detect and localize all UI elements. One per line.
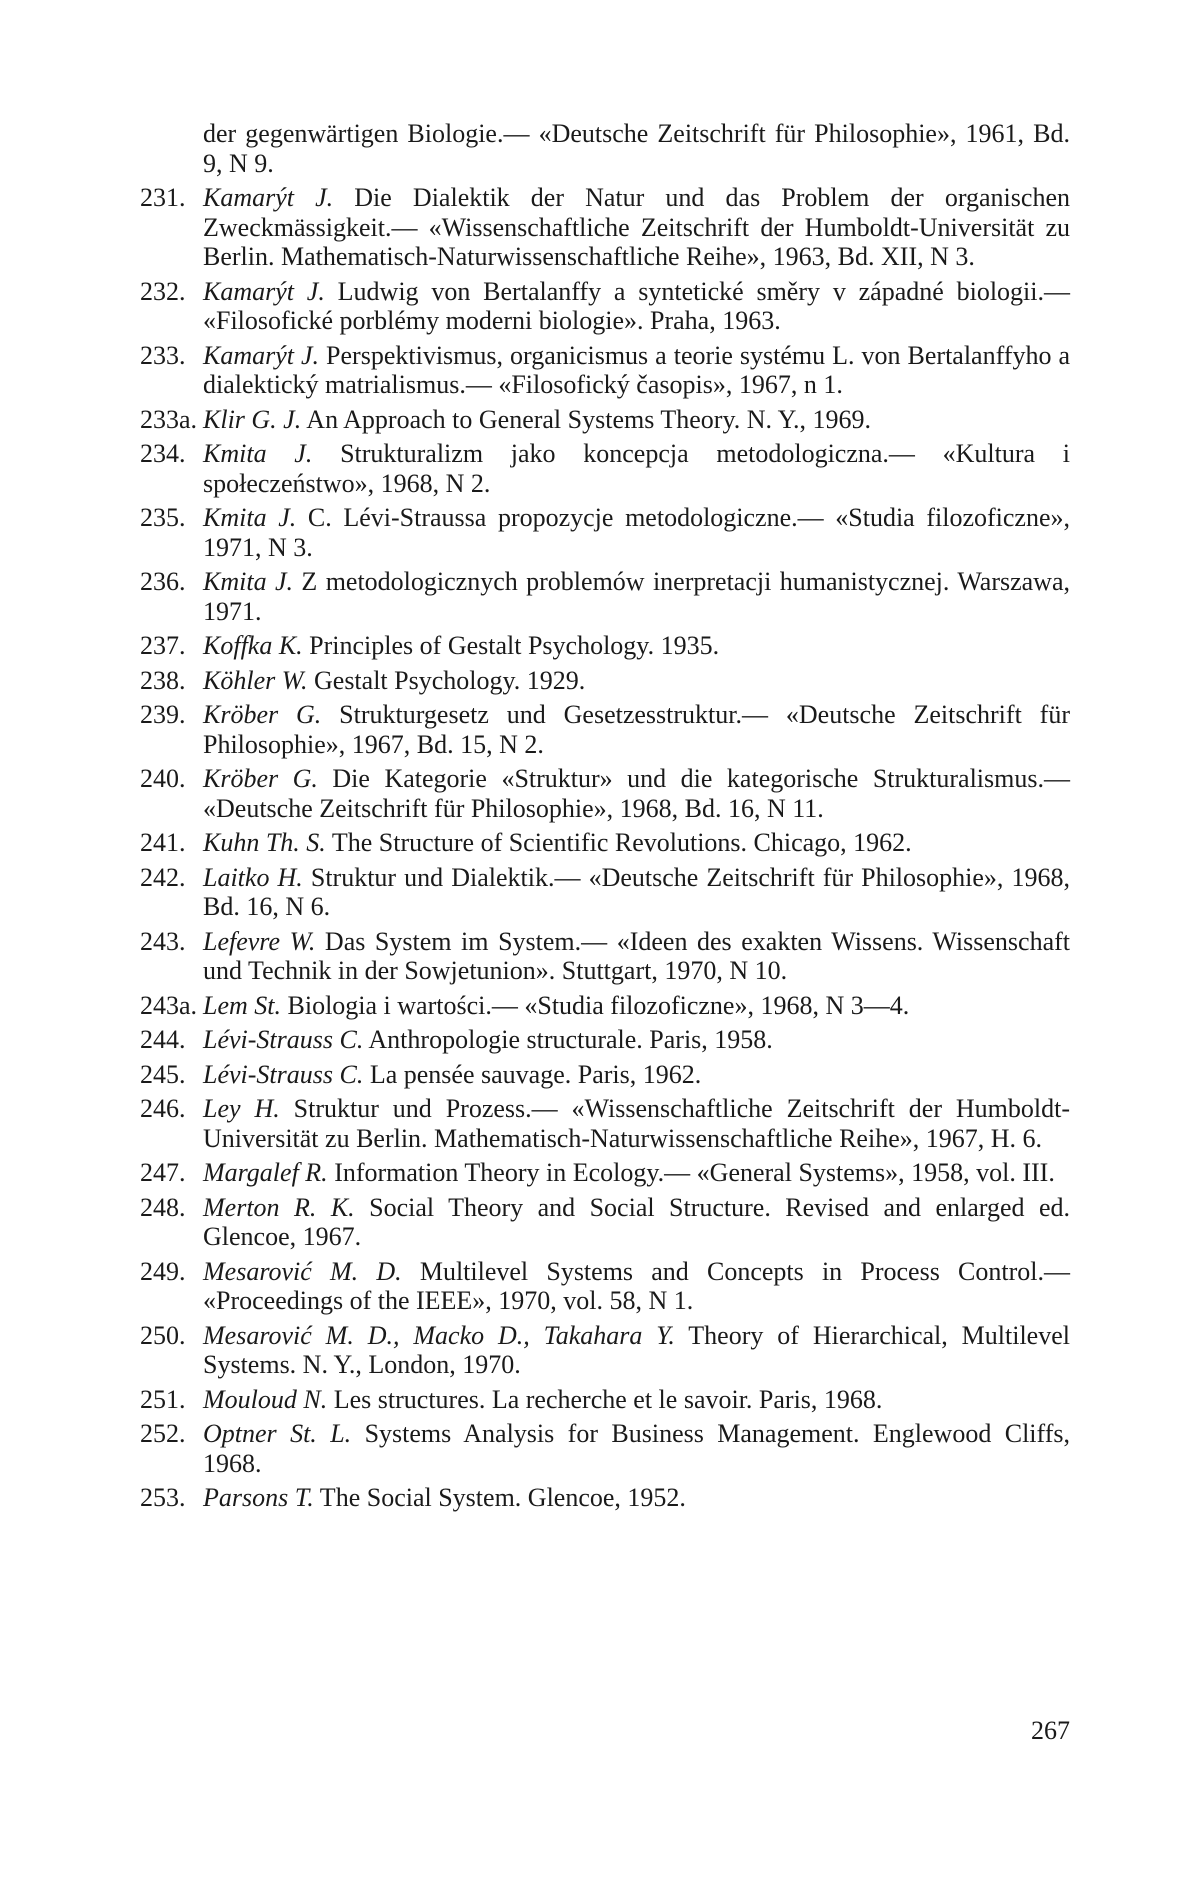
entry-number: 243.	[140, 926, 186, 956]
entry-text: The Structure of Scientific Revolutions. Chicago, 1962.	[325, 828, 912, 857]
bibliography-entry	[140, 1257, 1070, 1316]
entry-author: Kröber G.	[203, 700, 322, 729]
entry-number: 239.	[140, 700, 186, 729]
entry-number: 235.	[140, 503, 186, 532]
bibliography-entry	[140, 1060, 1070, 1090]
entry-number: 236.	[140, 567, 186, 596]
entry-text: Les structures. La recherche et le savoir. Paris, 1968.	[327, 1384, 883, 1414]
entry-text: Biologia i wartości.— «Studia filozoficzne», 1968, N 3—4.	[281, 990, 910, 1020]
entry-text: Theory of Hierarchical, Multilevel Systems. N. Y., London, 1970.	[203, 1320, 1070, 1379]
bibliography-entry	[140, 1094, 1070, 1153]
bibliography-list	[140, 119, 1070, 1518]
entry-number: 233a.	[140, 404, 198, 434]
entry-number: 242.	[140, 862, 186, 892]
entry-author: Lem St.	[203, 990, 281, 1020]
entry-number: 252.	[140, 1419, 186, 1448]
entry-number: 250.	[140, 1320, 186, 1350]
entry-number: 251.	[140, 1384, 186, 1414]
entry-author: Köhler W.	[203, 665, 308, 695]
bibliography-entry	[140, 991, 1070, 1021]
entry-author: Lévi-Strauss C.	[203, 1025, 364, 1054]
bibliography-entry	[140, 700, 1070, 759]
bibliography-entry	[140, 119, 1070, 178]
entry-number: 237.	[140, 631, 186, 660]
entry-author: Koffka K.	[203, 631, 303, 660]
bibliography-entry	[140, 183, 1070, 272]
entry-text: Struktur und Dialektik.— «Deutsche Zeitschrift für Philosophie», 1968, Bd. 16, N 6.	[203, 862, 1070, 921]
entry-text: An Approach to General Systems Theory. N. Y., 1969.	[301, 404, 871, 434]
entry-author: Lévi-Strauss C.	[203, 1059, 364, 1089]
bibliography-entry	[140, 828, 1070, 858]
entry-number: 241.	[140, 828, 186, 857]
entry-text: Perspektivismus, organicismus a teorie systému L. von Bertalanffyho a dialektický matrialismus.— «Filosofický časopis», 1967, n 1.	[203, 340, 1070, 399]
entry-number: 238.	[140, 665, 186, 695]
entry-author: Kmita J.	[203, 439, 313, 468]
entry-text: Die Dialektik der Natur und das Problem der organischen Zweckmässigkeit.— «Wissenschaftliche Zeitschrift der Humboldt-Universität zu Berlin. Mathematisch-Naturwissenschaftliche Reihe», 1963, Bd. XII, N 3.	[203, 183, 1070, 271]
bibliography-entry	[140, 405, 1070, 435]
entry-text: Ludwig von Bertalanffy a syntetické směry v západné biologii.— «Filosofické porblémy moderni biologie». Praha, 1963.	[203, 276, 1070, 335]
entry-number: 234.	[140, 439, 186, 468]
entry-number: 253.	[140, 1483, 186, 1512]
entry-text: Information Theory in Ecology.— «General Systems», 1958, vol. III.	[327, 1158, 1055, 1187]
entry-author: Kuhn Th. S.	[203, 828, 326, 857]
entry-author: Laitko H.	[203, 862, 303, 892]
bibliography-entry	[140, 863, 1070, 922]
bibliography-entry	[140, 1025, 1070, 1055]
entry-author: Kröber G.	[203, 764, 318, 793]
bibliography-entry	[140, 1158, 1070, 1188]
entry-number: 247.	[140, 1158, 186, 1187]
entry-text: Z metodologicznych problemów inerpretacji humanistycznej. Warszawa, 1971.	[203, 567, 1071, 626]
bibliography-entry	[140, 567, 1070, 626]
entry-author: Kamarýt J.	[203, 183, 334, 212]
bibliography-entry	[140, 1419, 1070, 1478]
entry-text: Social Theory and Social Structure. Revised and enlarged ed. Glencoe, 1967.	[203, 1192, 1071, 1251]
entry-text: Multilevel Systems and Concepts in Process Control.— «Proceedings of the IEEE», 1970, vol. 58, N 1.	[203, 1256, 1070, 1315]
bibliography-entry	[140, 764, 1070, 823]
bibliography-entry	[140, 1321, 1070, 1380]
bibliography-entry	[140, 927, 1070, 986]
entry-text: Strukturgesetz und Gesetzesstruktur.— «Deutsche Zeitschrift für Philosophie», 1967, Bd. 15, N 2.	[203, 700, 1070, 759]
entry-text: The Social System. Glencoe, 1952.	[313, 1483, 686, 1512]
entry-author: Kmita J.	[203, 567, 294, 596]
entry-author: Kamarýt J.	[203, 276, 325, 306]
entry-text: Das System im System.— «Ideen des exakten Wissens. Wissenschaft und Technik in der Sowjetunion». Stuttgart, 1970, N 10.	[203, 926, 1070, 985]
bibliography-entry	[140, 277, 1070, 336]
bibliography-entry	[140, 1483, 1070, 1513]
entry-text: Strukturalizm jako koncepcja metodologiczna.— «Kultura i społeczeństwo», 1968, N 2.	[203, 439, 1071, 498]
entry-number: 245.	[140, 1059, 186, 1089]
entry-author: Lefevre W.	[203, 926, 316, 956]
entry-number: 246.	[140, 1094, 186, 1123]
entry-author: Parsons T.	[203, 1483, 314, 1512]
entry-number: 248.	[140, 1192, 186, 1222]
bibliography-entry	[140, 666, 1070, 696]
entry-author: Ley H.	[203, 1094, 280, 1123]
entry-number: 231.	[140, 183, 186, 212]
entry-text: der gegenwärtigen Biologie.— «Deutsche Zeitschrift für Philosophie», 1961, Bd. 9, N 9.	[203, 119, 1070, 178]
bibliography-entry	[140, 439, 1070, 498]
bibliography-entry	[140, 631, 1070, 661]
entry-number: 244.	[140, 1025, 186, 1054]
entry-author: Kamarýt J.	[203, 340, 320, 370]
entry-author: Mesarović M. D., Macko D., Takahara Y.	[203, 1320, 675, 1350]
entry-text: Die Kategorie «Struktur» und die kategorische Strukturalismus.— «Deutsche Zeitschrift für Philosophie», 1968, Bd. 16, N 11.	[203, 764, 1070, 823]
entry-text: Gestalt Psychology. 1929.	[307, 665, 586, 695]
entry-text: C. Lévi-Straussa propozycje metodologiczne.— «Studia filozoficzne», 1971, N 3.	[203, 503, 1070, 562]
entry-author: Mesarović M. D.	[203, 1256, 402, 1286]
bibliography-entry	[140, 341, 1070, 400]
entry-text: Systems Analysis for Business Management. Englewood Cliffs, 1968.	[203, 1419, 1070, 1478]
entry-text: Anthropologie structurale. Paris, 1958.	[363, 1025, 773, 1054]
bibliography-entry	[140, 1385, 1070, 1415]
entry-author: Mouloud N.	[203, 1384, 328, 1414]
entry-text: Principles of Gestalt Psychology. 1935.	[302, 631, 720, 660]
entry-number: 243a.	[140, 990, 198, 1020]
entry-text: La pensée sauvage. Paris, 1962.	[363, 1059, 702, 1089]
bibliography-entry	[140, 503, 1070, 562]
entry-author: Margalef R.	[203, 1158, 328, 1187]
page-number: 267	[1031, 1716, 1070, 1745]
entry-number: 233.	[140, 340, 186, 370]
entry-number: 232.	[140, 276, 186, 306]
entry-author: Klir G. J.	[203, 404, 302, 434]
entry-author: Merton R. K.	[203, 1192, 355, 1222]
bibliography-entry	[140, 1193, 1070, 1252]
entry-author: Kmita J.	[203, 503, 297, 532]
entry-number: 249.	[140, 1256, 186, 1286]
entry-author: Optner St. L.	[203, 1419, 352, 1448]
entry-number: 240.	[140, 764, 186, 793]
entry-text: Struktur und Prozess.— «Wissenschaftliche Zeitschrift der Humboldt-Universität zu Berlin. Mathematisch-Naturwissenschaftliche Reihe», 1967, H. 6.	[203, 1094, 1070, 1153]
